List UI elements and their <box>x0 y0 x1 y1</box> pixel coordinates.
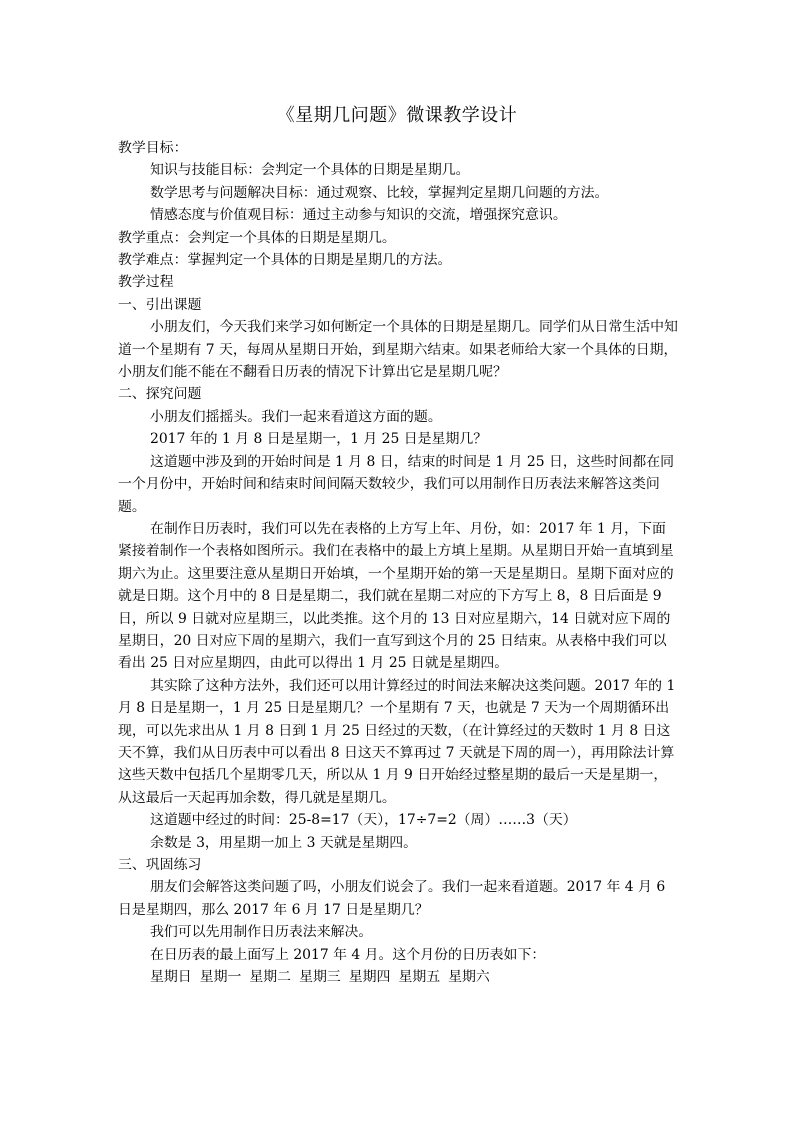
document-title: 《星期几问题》微课教学设计 <box>276 105 518 126</box>
paragraph: 这道题中经过的时间：25-8=17（天），17÷7=2（周）……3（天） <box>150 812 577 829</box>
paragraph: 其实除了这种方法外，我们还可以用计算经过的时间法来解决这类问题。2017 年的 1 月 8 日是星期一，1 月 25 日是星期几？一个星期有 7 天，也就是 7 天为一个周期循环出现，可以先求出从 1 月 8 日到 1 月 25 日经过的天数，（在计算经过的天数时 1 月 8 日这天不算，我们从日历表中可以看出 8 日这天不算再过 7 天就是下周的周一），再用除法计算这些天数中包括几个星期零几天，所以从 1 月 9 日开始经过整星期的最后一天是星期一，从这最后一天起再加余数，得几就是星期几。 <box>118 677 676 806</box>
paragraph: 数学思考与问题解决目标：通过观察、比较，掌握判定星期几问题的方法。 <box>150 184 609 201</box>
paragraph: 在制作日历表时，我们可以先在表格的上方写上年、月份，如：2017 年 1 月，下面紧接着制作一个表格如图所示。我们在表格中的最上方填上星期。从星期日开始一直填到星期六为止。这里要注意从星期日开始填，一个星期开始的第一天是星期日。星期下面对应的就是日期。这个月中的 8 日是星期二，我们就在星期二对应的下方写上 8，8 日后面是 9 日，所以 9 日就对应星期三，以此类推。这个月的 13 日对应星期六，14 日就对应下周的星期日，20 日对应下周的星期六，我们一直写到这个月的 25 日结束。从表格中我们可以看出 25 日对应星期四，由此可以得出 1 月 25 日就是星期四。 <box>118 520 674 672</box>
weekday-label: 星期三 <box>299 969 341 986</box>
paragraph: 二、探究问题 <box>118 386 202 403</box>
paragraph: 朋友们会解答这类问题了吗，小朋友们说会了。我们一起来看道题。2017 年 4 月 6 日是星期四，那么 2017 年 6 月 17 日是星期几？ <box>118 879 666 918</box>
paragraph: 小朋友们摇摇头。我们一起来看道这方面的题。 <box>150 408 442 425</box>
weekday-label: 星期六 <box>448 969 490 986</box>
paragraph: 在日历表的最上面写上 2017 年 4 月。这个月份的日历表如下： <box>150 946 546 963</box>
paragraph: 知识与技能目标：会判定一个具体的日期是星期几。 <box>150 162 470 179</box>
weekday-label: 星期一 <box>199 969 242 986</box>
paragraph: 小朋友们，今天我们来学习如何断定一个具体的日期是星期几。同学们从日常生活中知道一个星期有 7 天，每周从星期日开始，到星期六结束。如果老师给大家一个具体的日期，小朋友们能不能在不翻看日历表的情况下计算出它是星期几呢？ <box>118 319 678 381</box>
paragraph: 教学目标： <box>118 140 188 156</box>
paragraph: 教学过程 <box>118 274 174 291</box>
weekday-label: 星期日 <box>150 969 192 986</box>
weekday-label: 星期二 <box>249 969 292 986</box>
paragraph: 2017 年的 1 月 8 日是星期一，1 月 25 日是星期几？ <box>150 431 488 448</box>
paragraph: 情感态度与价值观目标：通过主动参与知识的交流，增强探究意识。 <box>150 207 567 224</box>
paragraph: 余数是 3，用星期一加上 3 天就是星期四。 <box>150 834 418 851</box>
paragraph: 三、巩固练习 <box>118 857 202 873</box>
paragraph: 教学难点：掌握判定一个具体的日期是星期几的方法。 <box>118 252 452 269</box>
paragraph: 教学重点：会判定一个具体的日期是星期几。 <box>118 229 396 246</box>
weekday-header-row <box>118 966 678 988</box>
paragraph: 这道题中涉及到的开始时间是 1 月 8 日，结束的时间是 1 月 25 日，这些时间都在同一个月份中，开始时间和结束时间间隔天数较少，我们可以用制作日历表法来解答这类问题。 <box>118 453 675 515</box>
weekday-label: 星期四 <box>348 969 391 986</box>
paragraph: 一、引出课题 <box>118 296 202 313</box>
document-body <box>118 137 678 988</box>
paragraph: 我们可以先用制作日历表法来解决。 <box>150 924 373 941</box>
weekday-label: 星期五 <box>398 969 441 986</box>
